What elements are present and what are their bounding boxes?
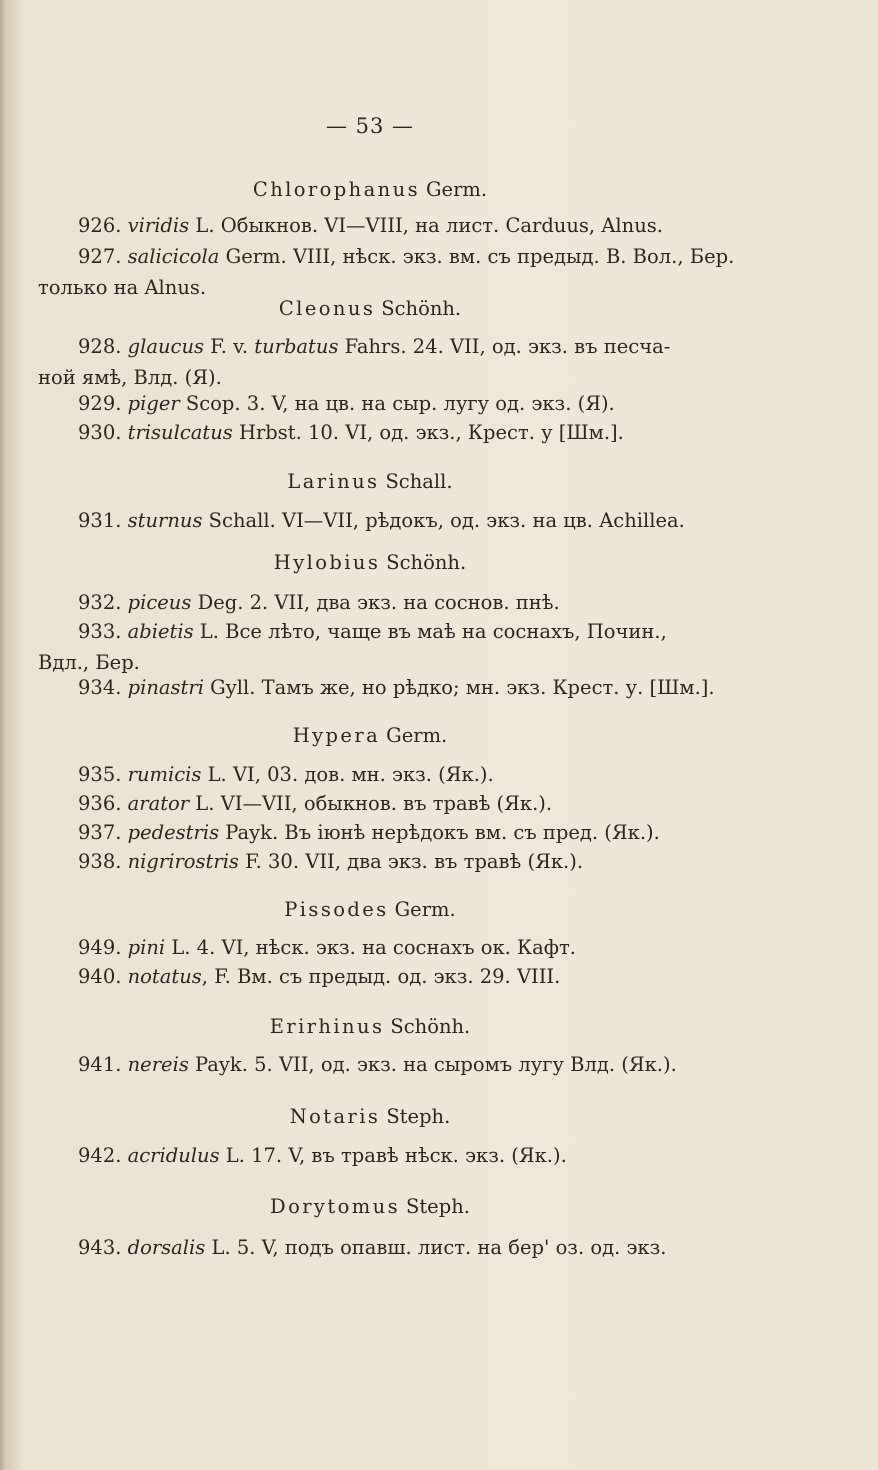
genus-author: Steph. bbox=[405, 1195, 470, 1218]
entry-number: 935. bbox=[78, 763, 122, 786]
species-name: salicicola bbox=[127, 245, 220, 268]
entry-928 bbox=[38, 331, 728, 393]
variety-name: turbatus bbox=[254, 335, 339, 358]
genus-name: Erirhinus bbox=[269, 1015, 385, 1038]
species-name: acridulus bbox=[127, 1144, 220, 1167]
entry-938 bbox=[38, 846, 728, 877]
entry-text: L. 17. V, въ травѣ нѣск. экз. (Як.). bbox=[219, 1144, 567, 1167]
genus-author: Schall. bbox=[385, 470, 453, 493]
entry-text: L. 5. V, подъ опавш. лист. на бер' оз. од. экз. bbox=[205, 1236, 667, 1259]
species-name: notatus bbox=[127, 965, 202, 988]
page-number: — 53 — bbox=[325, 114, 415, 138]
entry-941 bbox=[38, 1049, 728, 1080]
genus-heading bbox=[0, 724, 740, 747]
genus-heading bbox=[0, 551, 740, 574]
genus-name: Notaris bbox=[289, 1105, 381, 1128]
species-name: sturnus bbox=[127, 509, 203, 532]
entry-text: , F. Вм. съ предыд. од. экз. 29. VIII. bbox=[201, 965, 561, 988]
entry-number: 934. bbox=[78, 676, 122, 699]
entry-number: 943. bbox=[78, 1236, 122, 1259]
entry-text: Deg. 2. VII, два экз. на соснов. пнѣ. bbox=[191, 591, 560, 614]
species-name: rumicis bbox=[127, 763, 202, 786]
species-name: viridis bbox=[127, 214, 190, 237]
genus-heading bbox=[0, 297, 740, 320]
genus-author: Germ. bbox=[386, 724, 448, 747]
entry-text: L. Все лѣто, чаще въ маѣ на соснахъ, Почин., bbox=[193, 620, 667, 643]
entry-number: 932. bbox=[78, 591, 122, 614]
entry-936 bbox=[38, 788, 728, 819]
entry-continuation: только на Alnus. bbox=[38, 276, 207, 299]
entry-text: Payk. 5. VII, од. экз. на сыромъ лугу Влд. (Як.). bbox=[188, 1053, 677, 1076]
genus-author: Germ. bbox=[394, 898, 456, 921]
entry-text: Scop. 3. V, на цв. на сыр. лугу од. экз. (Я). bbox=[179, 392, 615, 415]
entry-937 bbox=[38, 817, 728, 848]
species-name: pinastri bbox=[127, 676, 204, 699]
genus-name: Cleonus bbox=[278, 297, 376, 320]
species-name: abietis bbox=[127, 620, 194, 643]
genus-author: Schönh. bbox=[390, 1015, 471, 1038]
species-name: nereis bbox=[127, 1053, 189, 1076]
entry-number: 938. bbox=[78, 850, 122, 873]
entry-text: Fahrs. 24. VII, од. экз. въ песча- bbox=[338, 335, 671, 358]
species-name: trisulcatus bbox=[127, 421, 233, 444]
genus-name: Larinus bbox=[287, 470, 380, 493]
entry-text: Payk. Въ іюнѣ нерѣдокъ вм. съ пред. (Як.). bbox=[219, 821, 660, 844]
entry-number: 941. bbox=[78, 1053, 122, 1076]
genus-heading bbox=[0, 1015, 740, 1038]
entry-942 bbox=[38, 1140, 728, 1171]
entry-text: Schall. VI—VII, рѣдокъ, од. экз. на цв. Achillea. bbox=[202, 509, 685, 532]
species-name: pini bbox=[127, 936, 166, 959]
entry-text: L. VI—VII, обыкнов. въ травѣ (Як.). bbox=[189, 792, 553, 815]
entry-text: F. v. bbox=[204, 335, 255, 358]
entry-text: L. 4. VI, нѣск. экз. на соснахъ ок. Кафт. bbox=[165, 936, 576, 959]
genus-author: Steph. bbox=[386, 1105, 451, 1128]
genus-heading bbox=[0, 178, 740, 201]
entry-number: 933. bbox=[78, 620, 122, 643]
species-name: glaucus bbox=[127, 335, 205, 358]
entry-number: 926. bbox=[78, 214, 122, 237]
genus-heading bbox=[0, 1195, 740, 1218]
genus-author: Schönh. bbox=[386, 551, 467, 574]
entry-940 bbox=[38, 961, 728, 992]
entry-number: 931. bbox=[78, 509, 122, 532]
entry-929 bbox=[38, 388, 728, 419]
species-name: piger bbox=[127, 392, 180, 415]
genus-name: Hypera bbox=[292, 724, 381, 747]
entry-continuation: Вдл., Бер. bbox=[38, 651, 140, 674]
entry-number: 937. bbox=[78, 821, 122, 844]
entry-931 bbox=[38, 505, 728, 536]
entry-text: Gyll. Тамъ же, но рѣдко; мн. экз. Крест. у. [Шм.]. bbox=[203, 676, 715, 699]
entry-text: L. VI, 03. дов. мн. экз. (Як.). bbox=[201, 763, 494, 786]
entry-number: 930. bbox=[78, 421, 122, 444]
entry-933 bbox=[38, 616, 728, 678]
entry-949 bbox=[38, 932, 728, 963]
entry-text: Germ. VIII, нѣск. экз. вм. съ предыд. В. Вол., Бер. bbox=[219, 245, 735, 268]
genus-author: Schönh. bbox=[381, 297, 462, 320]
genus-name: Hylobius bbox=[273, 551, 381, 574]
genus-name: Dorytomus bbox=[270, 1195, 400, 1218]
entry-continuation: ной ямѣ, Влд. (Я). bbox=[38, 366, 222, 389]
entry-932 bbox=[38, 587, 728, 618]
genus-author: Germ. bbox=[425, 178, 488, 201]
entry-number: 936. bbox=[78, 792, 122, 815]
genus-name: Chlorophanus bbox=[252, 178, 420, 201]
entry-text: L. Обыкнов. VI—VIII, на лист. Carduus, Alnus. bbox=[189, 214, 663, 237]
entry-934 bbox=[38, 672, 728, 703]
entry-number: 942. bbox=[78, 1144, 122, 1167]
entry-number: 949. bbox=[78, 936, 122, 959]
entry-930 bbox=[38, 417, 728, 448]
species-name: nigrirostris bbox=[127, 850, 239, 873]
entry-number: 928. bbox=[78, 335, 122, 358]
entry-number: 929. bbox=[78, 392, 122, 415]
entry-927 bbox=[38, 241, 735, 303]
genus-heading bbox=[0, 1105, 740, 1128]
species-name: arator bbox=[127, 792, 190, 815]
genus-name: Pissodes bbox=[284, 898, 389, 921]
genus-heading bbox=[0, 898, 740, 921]
entry-text: Hrbst. 10. VI, од. экз., Крест. у [Шм.]. bbox=[232, 421, 624, 444]
entry-text: F. 30. VII, два экз. въ травѣ (Як.). bbox=[238, 850, 584, 873]
genus-heading bbox=[0, 470, 740, 493]
entry-926 bbox=[38, 210, 728, 241]
entry-number: 940. bbox=[78, 965, 122, 988]
entry-935 bbox=[38, 759, 728, 790]
entry-943 bbox=[38, 1232, 728, 1263]
species-name: piceus bbox=[127, 591, 192, 614]
entry-number: 927. bbox=[78, 245, 122, 268]
species-name: pedestris bbox=[127, 821, 220, 844]
species-name: dorsalis bbox=[127, 1236, 206, 1259]
